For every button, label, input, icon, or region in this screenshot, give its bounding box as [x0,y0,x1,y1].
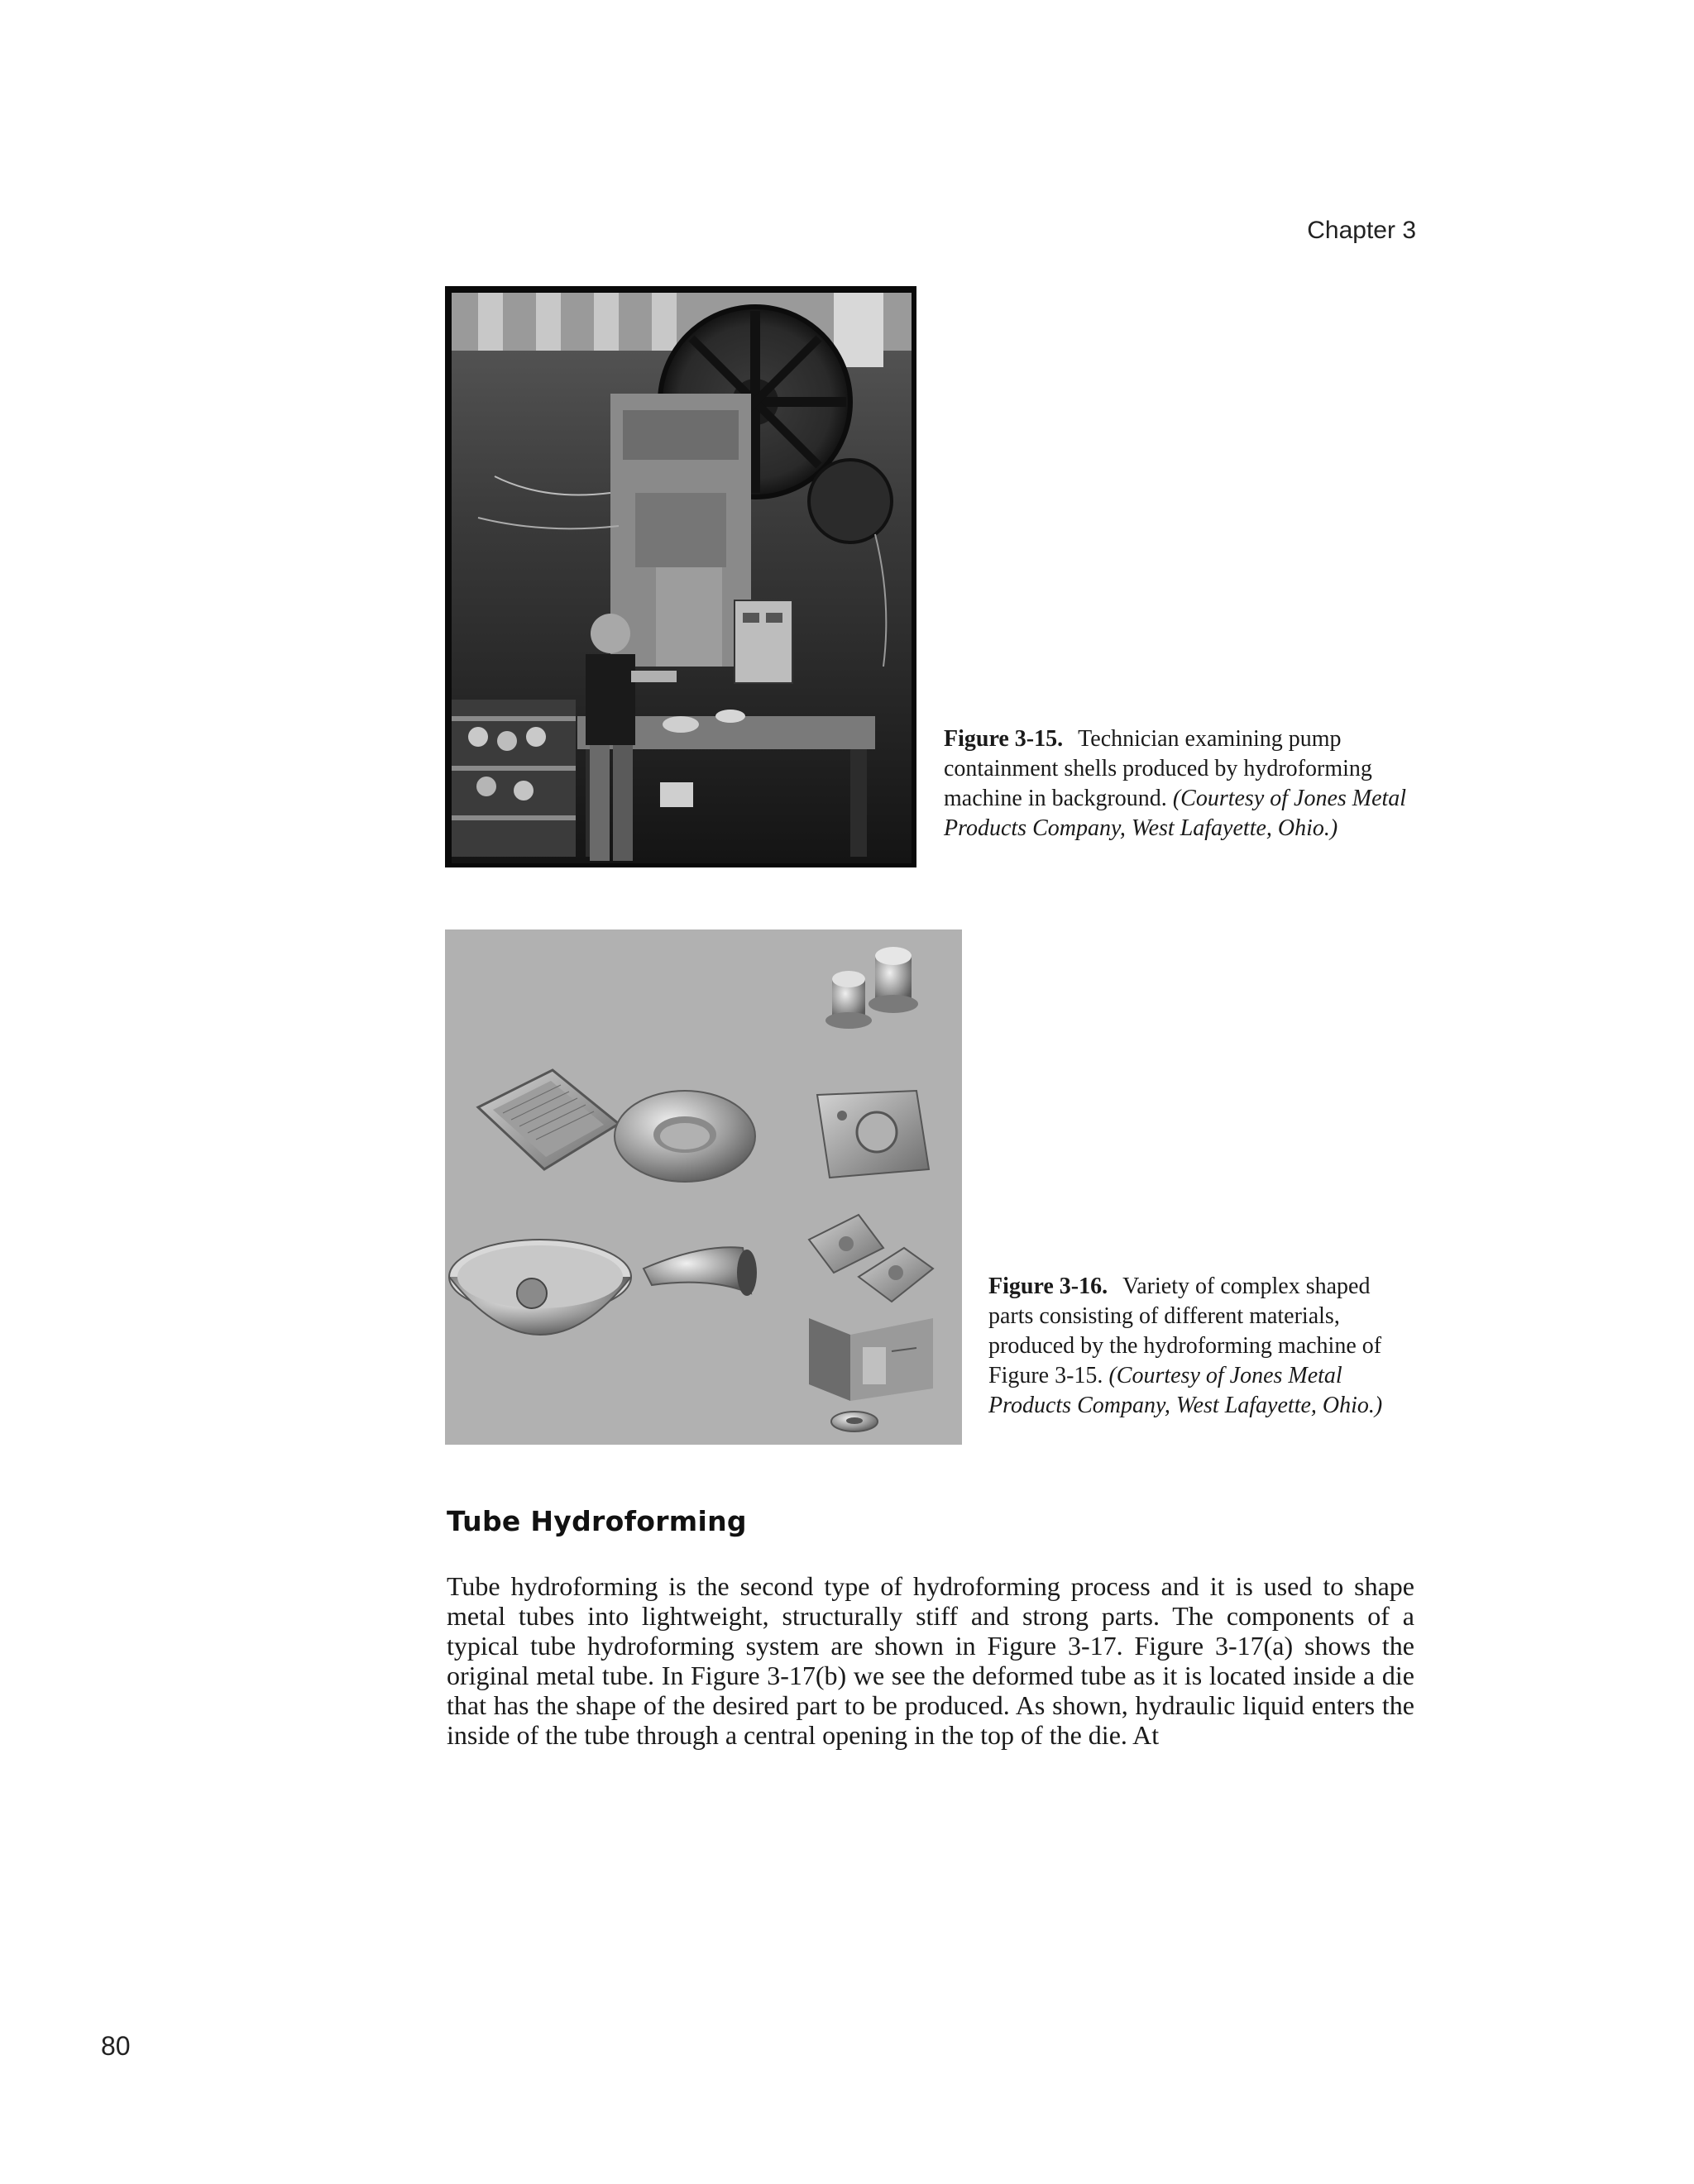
page-number: 80 [101,2031,131,2061]
figure-3-16-label: Figure 3-16. [988,1274,1108,1299]
figure-3-15-courtesy: (Courtesy of Jones Metal Products Company, West Lafayette, Ohio.) [944,786,1407,841]
figure-3-16-caption-text: Variety of complex shaped parts consisting of different materials, produced by the hydroforming machine of Figure 3-15. [988,1274,1382,1388]
figure-3-15-caption [944,724,1424,843]
figure-3-16-courtesy: (Courtesy of Jones Metal Products Company, West Lafayette, Ohio.) [988,1363,1383,1418]
hydroforming-machine-photo [445,286,916,867]
figure-3-15-photo [445,286,916,867]
figure-3-16-caption [988,1272,1419,1421]
figure-3-16-photo [445,930,962,1445]
hydroformed-parts-photo [445,930,962,1445]
section-heading: Tube Hydroforming [447,1505,747,1537]
body-paragraph: Tube hydroforming is the second type of hydroforming process and it is used to shape metal tubes into lightweight, structurally stiff and strong parts. The components of a typical tube hydroforming system are shown in Figure 3-17. Figure 3-17(a) shows the original metal tube. In Figure 3-17(b) we see the deformed tube as it is located inside a die that has the shape of the desired part to be produced. As shown, hydraulic liquid enters the inside of the tube through a central opening in the top of the die. At [447,1571,1414,1750]
figure-3-15-caption-text: Technician examining pump containment shells produced by hydroforming machine in background. [944,726,1372,811]
figure-3-15-label: Figure 3-15. [944,726,1064,752]
chapter-label: Chapter 3 [1307,217,1416,244]
